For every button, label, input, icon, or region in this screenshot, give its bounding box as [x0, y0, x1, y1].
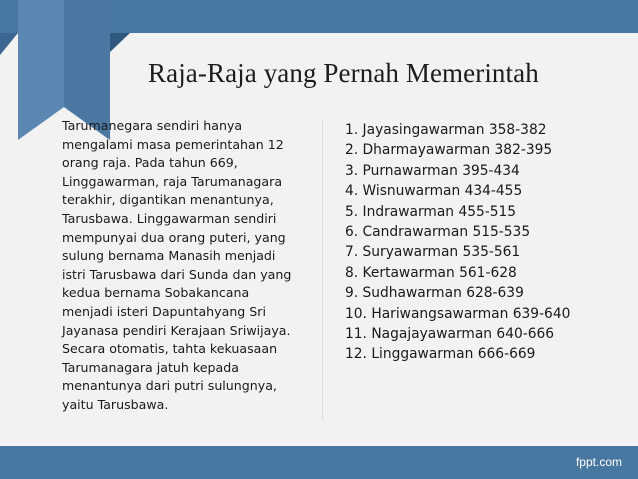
footer-banner [0, 446, 638, 479]
column-divider [322, 120, 323, 420]
king-list [345, 120, 570, 365]
list-item: 12. Linggawarman 666-669 [345, 346, 536, 363]
list-item: 4. Wisnuwarman 434-455 [345, 183, 523, 200]
list-item: 10. Hariwangsawarman 639-640 [345, 305, 571, 322]
slide-title: Raja-Raja yang Pernah Memerintah [148, 58, 539, 88]
list-item: 9. Sudhawarman 628-639 [345, 285, 524, 302]
list-item: 1. Jayasingawarman 358-382 [345, 122, 547, 138]
list-item: 7. Suryawarman 535-561 [345, 244, 521, 261]
list-item: 5. Indrawarman 455-515 [345, 203, 517, 220]
list-item: 3. Purnawarman 395-434 [345, 162, 520, 179]
list-item: 11. Nagajayawarman 640-666 [345, 326, 555, 343]
ribbon-fold-left [0, 33, 18, 55]
list-item: 8. Kertawarman 561-628 [345, 264, 517, 281]
list-item: 2. Dharmayawarman 382-395 [345, 142, 553, 159]
ribbon-fold-right [110, 33, 130, 52]
footer-brand-text: fppt.com [575, 455, 622, 469]
body-paragraph: Tarumanegara sendiri hanya mengalami masa pemerintahan 12 orang raja. Pada tahun 669, Linggawarman, raja Tarumanagara terakhir, digantikan menantunya, Tarusbawa. Linggawarman sendiri mempunyai dua orang puteri, yang sulung bernama Manasih menjadi istri Tarusbawa dari Sunda dan yang kedua bernama Sobakancana menjadi isteri Dapuntahyang Sri Jayanasa pendiri Kerajaan Sriwijaya. Secara otomatis, tahta kekuasaan Tarumanagara jatuh kepada menantunya dari putri sulungnya, yaitu Tarusbawa. [62, 118, 292, 412]
list-item: 6. Candrawarman 515-535 [345, 224, 531, 241]
